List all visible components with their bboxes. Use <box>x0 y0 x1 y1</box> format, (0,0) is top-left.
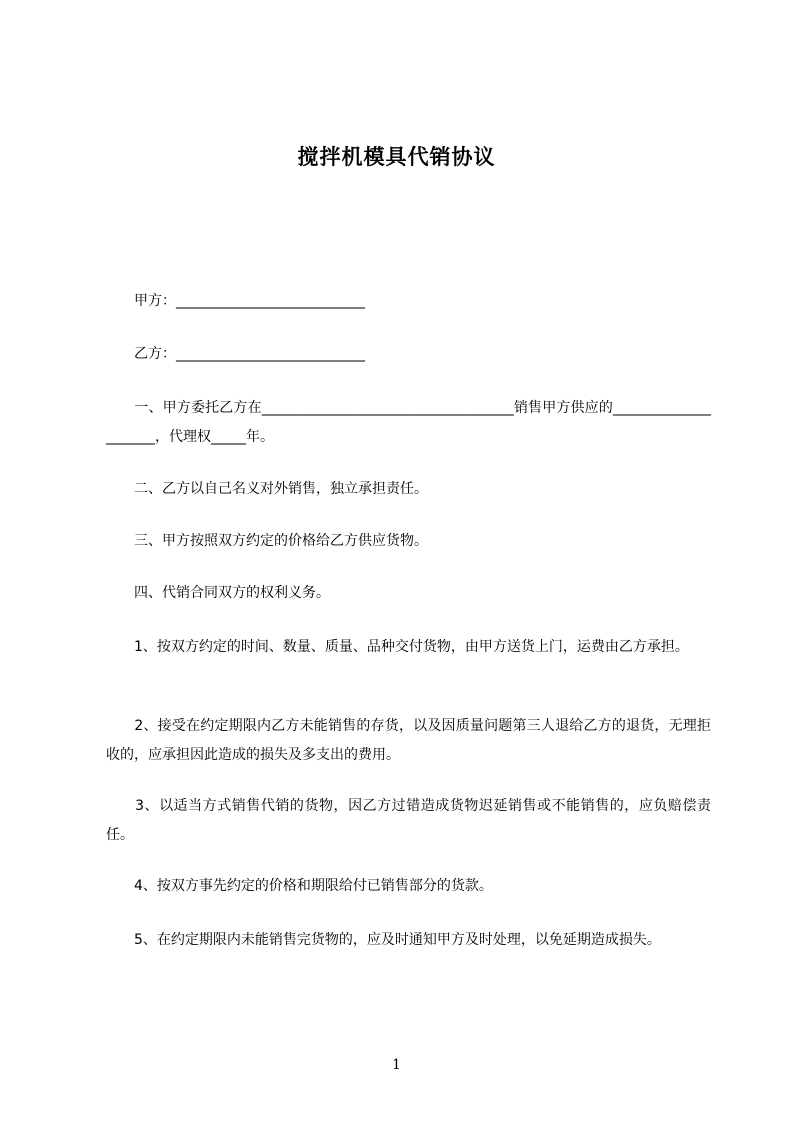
clause-3: 三、甲方按照双方约定的价格给乙方供应货物。 <box>106 533 428 549</box>
clause-2: 二、乙方以自己名义对外销售，独立承担责任。 <box>106 481 428 497</box>
obligation-item-3: 3、以适当方式销售代销的货物，因乙方过错造成货物迟延销售或不能销售的，应负赔偿责任。 <box>106 798 711 843</box>
obligation-item-2: 2、接受在约定期限内乙方未能销售的存货，以及因质量问题第三人退给乙方的退货，无理拒收的，应承担因此造成的损失及多支出的费用。 <box>106 718 711 763</box>
page-number: 1 <box>392 1057 401 1073</box>
obligation-item-1: 1、按双方约定的时间、数量、质量、品种交付货物，由甲方送货上门，运费由乙方承担。 <box>106 639 689 655</box>
party-a-line: 甲方：___________________________ <box>106 293 365 309</box>
clause-4: 四、代销合同双方的权利义务。 <box>106 585 330 601</box>
clause-1: 一、甲方委托乙方在____________________________________销售甲方供应的_____________________，代理权_____年。 <box>106 400 711 445</box>
party-b-line: 乙方：___________________________ <box>106 346 365 362</box>
document-title: 搅拌机模具代销协议 <box>297 145 496 169</box>
obligation-item-4: 4、按双方事先约定的价格和期限给付已销售部分的货款。 <box>106 878 493 894</box>
obligation-item-5: 5、在约定期限内未能销售完货物的，应及时通知甲方及时处理，以免延期造成损失。 <box>106 932 661 948</box>
